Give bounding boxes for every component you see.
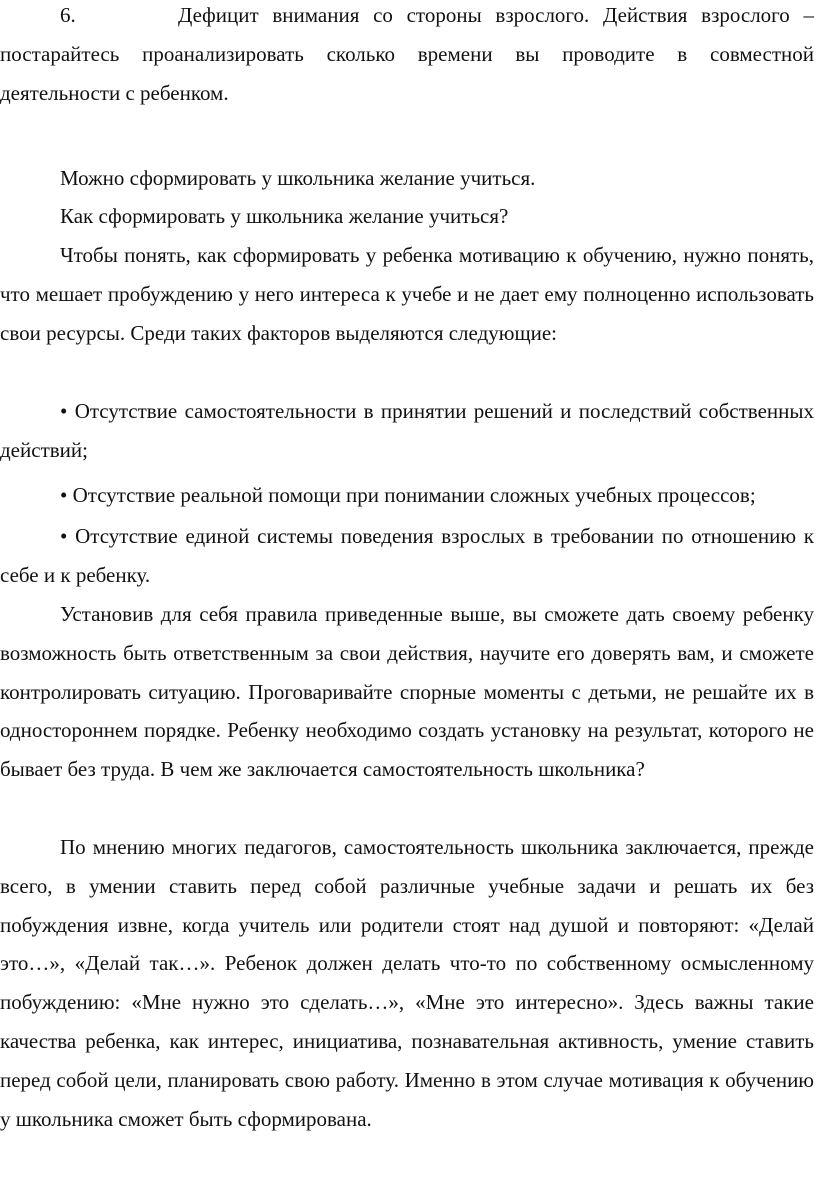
bullet-item-1: • Отсутствие самостоятельности в принятии решений и последствий собственных действий; [0, 399, 814, 462]
paragraph-how-form: Как сформировать у школьника желание учиться? [60, 204, 509, 228]
numbered-item-6 [0, 0, 814, 112]
item-text: Дефицит внимания со стороны взрослого. Действия взрослого – постарайтесь проанализировать сколько времени вы проводите в совместной деятельности с ребенком. [0, 3, 814, 105]
paragraph-rules: Установив для себя правила приведенные выше, вы сможете дать своему ребенку возможность быть ответственным за свои действия, научите его доверять вам, и сможете контролировать ситуацию. Проговаривайте спорные моменты с детьми, не решайте их в одностороннем порядке. Ребенку необходимо создать установку на результат, которого не бывает без труда. В чем же заключается самостоятельность школьника? [0, 602, 814, 782]
paragraph-opinion: По мнению многих педагогов, самостоятельность школьника заключается, прежде всего, в умении ставить перед собой различные учебные задачи и решать их без побуждения извне, когда учитель или родители стоят над душой и повторяют: «Делай это…», «Делай так…». Ребенок должен делать что-то по собственному осмысленному побуждению: «Мне нужно это сделать…», «Мне это интересно». Здесь важны такие качества ребенка, как интерес, инициатива, познавательная активность, умение ставить перед собой цели, планировать свою работу. Именно в этом случае мотивация к обучению у школьника сможет быть сформирована. [0, 835, 814, 1131]
paragraph-to-understand: Чтобы понять, как сформировать у ребенка мотивацию к обучению, нужно понять, что мешает пробуждению у него интереса к учебе и не дает ему полноценно использовать свои ресурсы. Среди таких факторов выделяются следующие: [0, 243, 814, 345]
item-number: 6. [60, 3, 76, 27]
paragraph-can-form: Можно сформировать у школьника желание учиться. [60, 166, 536, 190]
bullet-item-2: • Отсутствие реальной помощи при понимании сложных учебных процессов; [60, 483, 756, 507]
bullet-item-3: • Отсутствие единой системы поведения взрослых в требовании по отношению к себе и к ребенку. [0, 524, 814, 587]
